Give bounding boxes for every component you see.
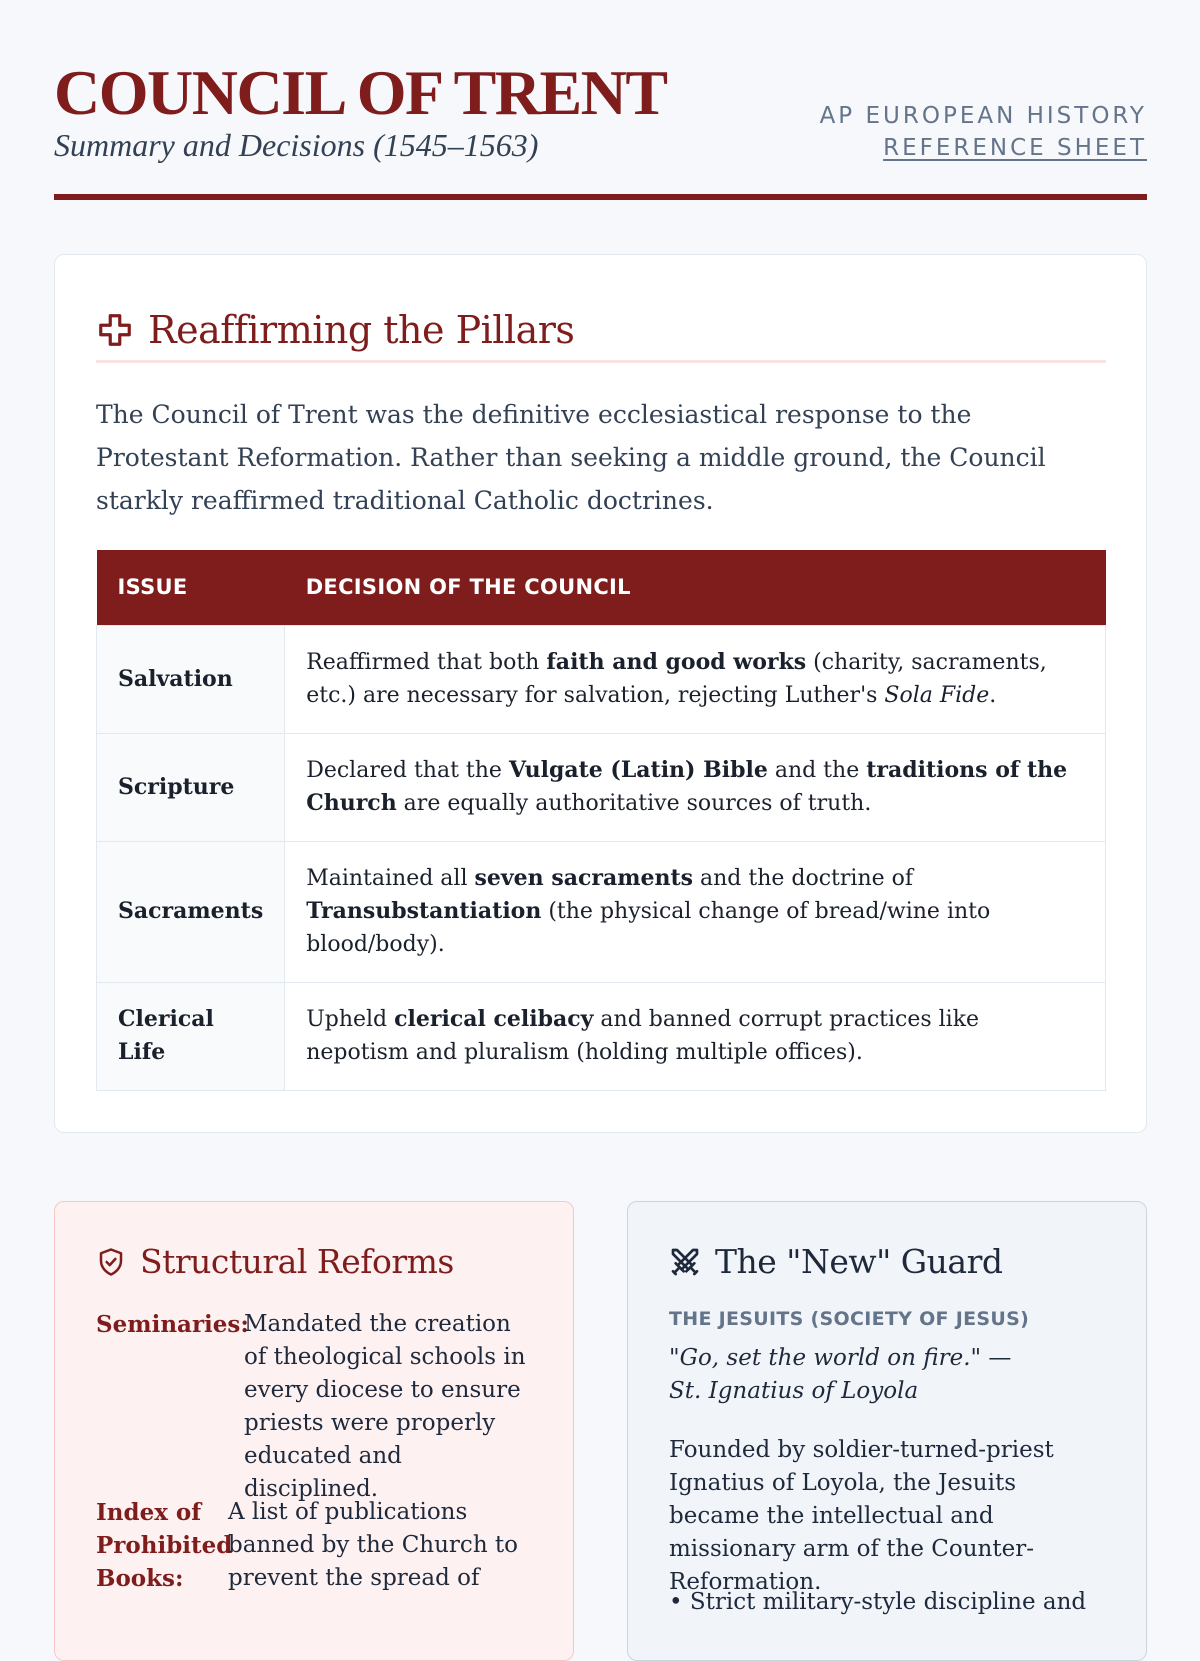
- table-row: [97, 982, 1106, 1090]
- page-header: [54, 58, 1147, 200]
- loyola-quote: "Go, set the world on fire." — St. Ignatius of Loyola: [669, 1345, 1012, 1404]
- decision-cell: [285, 733, 1106, 841]
- page-title: COUNCIL OF TRENT: [54, 57, 667, 128]
- decisions-table: [96, 550, 1106, 1091]
- decision-cell: [285, 982, 1106, 1090]
- structural-reforms-header: [96, 1242, 454, 1281]
- course-name: AP EUROPEAN HISTORY: [819, 103, 1147, 129]
- decision-text: (charity, sacraments, etc.) are necessary for salvation, rejecting Luther's: [306, 650, 1047, 708]
- decision-cell: [285, 625, 1106, 733]
- structural-reforms-card: [54, 1201, 574, 1661]
- reform-label: Seminaries:: [96, 1311, 249, 1338]
- new-guard-header: [669, 1242, 1002, 1281]
- italic-term: Sola Fide: [884, 683, 990, 708]
- crossed-swords-icon: [669, 1246, 701, 1278]
- emphasis-text: Vulgate (Latin) Bible: [508, 757, 768, 783]
- issue-cell: Sacraments: [97, 841, 285, 982]
- emphasis-text: clerical celibacy: [394, 1006, 594, 1032]
- emphasis-text: seven sacraments: [474, 865, 694, 891]
- decision-text: (the physical change of bread/wine into blood/body).: [306, 899, 991, 957]
- course-label: [820, 100, 1147, 164]
- reform-label: Index of Prohibited Books:: [96, 1499, 233, 1592]
- page-subtitle: Summary and Decisions (1545–1563): [54, 127, 539, 163]
- decision-column-header: DECISION OF THE COUNCIL: [285, 550, 1106, 625]
- decision-text: Reaffirmed that both: [306, 650, 547, 675]
- pillars-card: [54, 254, 1147, 1133]
- reform-item-index: [96, 1496, 536, 1595]
- decision-text: .: [989, 683, 997, 708]
- new-guard-card: [627, 1201, 1147, 1661]
- reference-sheet-label: REFERENCE SHEET: [883, 135, 1147, 161]
- table-row: [97, 841, 1106, 982]
- decision-text: are equally authoritative sources of truth.: [396, 791, 872, 816]
- structural-reforms-title: Structural Reforms: [140, 1242, 454, 1281]
- issue-cell: Clerical Life: [97, 982, 285, 1090]
- decision-text: and the doctrine of: [693, 866, 914, 891]
- emphasis-text: traditions of the Church: [306, 757, 1068, 816]
- reform-text: A list of publications banned by the Church to prevent the spread of: [228, 1499, 519, 1591]
- jesuits-bullet: • Strict military-style discipline and: [669, 1589, 1087, 1615]
- cross-icon: [96, 311, 134, 349]
- reform-item-seminaries: [96, 1308, 536, 1506]
- issue-cell: Scripture: [97, 733, 285, 841]
- table-row: [97, 625, 1106, 733]
- issue-cell: Salvation: [97, 625, 285, 733]
- jesuits-label: THE JESUITS (SOCIETY OF JESUS): [669, 1308, 1030, 1330]
- table-header-row: [97, 550, 1106, 625]
- new-guard-title: The "New" Guard: [715, 1242, 1003, 1281]
- decision-text: Upheld: [306, 1007, 395, 1032]
- decision-text: Maintained all: [306, 866, 475, 891]
- decision-cell: [285, 841, 1106, 982]
- pillars-title: Reaffirming the Pillars: [148, 307, 575, 352]
- issue-column-header: ISSUE: [97, 550, 285, 625]
- decision-text: and banned corrupt practices like nepotism and pluralism (holding multiple offices).: [306, 1007, 980, 1065]
- reform-text: Mandated the creation of theological schools in every diocese to ensure priests were properly educated and disciplined.: [244, 1311, 526, 1502]
- emphasis-text: Transubstantiation: [306, 898, 542, 924]
- decision-text: and the: [767, 758, 867, 783]
- pillars-header: [96, 299, 1106, 363]
- table-row: [97, 733, 1106, 841]
- jesuits-description: Founded by soldier-turned-priest Ignatius of Loyola, the Jesuits became the intellectual and missionary arm of the Counter-Reformation.: [669, 1437, 1054, 1595]
- emphasis-text: faith and good works: [546, 649, 807, 675]
- decision-text: Declared that the: [306, 758, 509, 783]
- shield-check-icon: [96, 1247, 126, 1277]
- intro-paragraph: The Council of Trent was the definitive ecclesiastical response to the Protestant Reformation. Rather than seeking a middle ground, the Council starkly reaffirmed traditional Catholic doctrines.: [96, 400, 1046, 515]
